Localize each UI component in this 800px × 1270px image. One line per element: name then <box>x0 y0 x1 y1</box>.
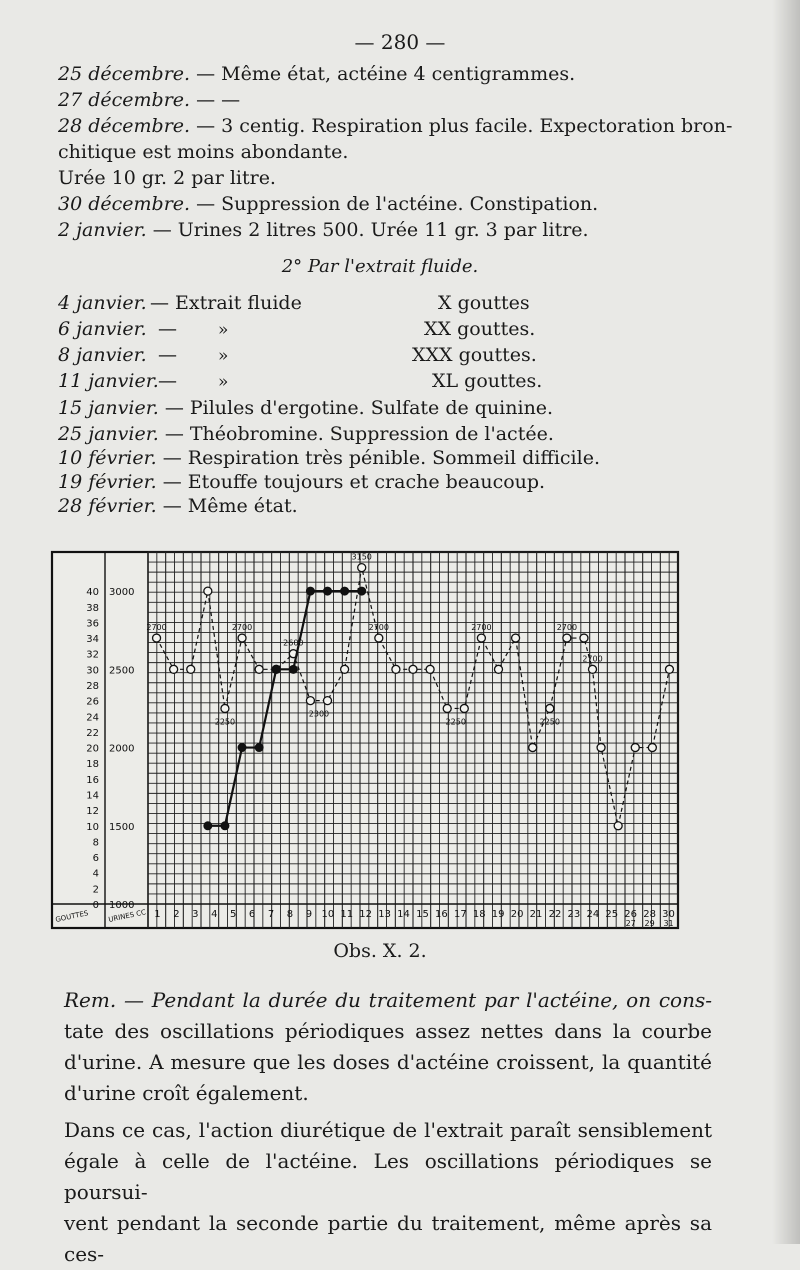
gouttes-tick-label: 22 <box>86 727 99 739</box>
urine-chart <box>0 540 800 940</box>
urines-point <box>238 634 246 642</box>
x-tick-label: 16 <box>435 909 448 920</box>
x-tick-label: 12 <box>359 909 373 920</box>
urines-point <box>580 634 588 642</box>
urines-point-label: 2300 <box>308 709 330 719</box>
page-number: — 280 — <box>354 30 446 54</box>
urines-point-label: 2250 <box>445 717 466 727</box>
x-tick-label: 8 <box>286 909 294 920</box>
x-tick-label: 20 <box>510 909 524 920</box>
x-tick-label: 19 <box>491 909 505 920</box>
urines-point <box>597 744 605 752</box>
urines-point <box>426 665 434 673</box>
x-tick-label: 3 <box>192 909 199 920</box>
section-title: 2° Par l'extrait fluide. <box>281 256 479 277</box>
gouttes-point <box>306 587 314 595</box>
dose-amount: XXX gouttes. <box>412 344 537 366</box>
paragraph-line: vent pendant la seconde partie du traitement, même après sa ces- <box>64 1211 712 1266</box>
gouttes-point <box>324 587 332 595</box>
paragraph-conclusion <box>64 1115 712 1270</box>
paragraph-line: égale à celle de l'actéine. Les oscillations périodiques se poursui- <box>64 1149 712 1204</box>
x-tick-label: 15 <box>416 909 429 920</box>
x-tick-label: 17 <box>453 909 467 920</box>
x-tick-label: 18 <box>472 909 486 920</box>
urines-point <box>187 665 195 673</box>
gouttes-tick-label: 0 <box>92 900 99 911</box>
urines-point-label: 2250 <box>214 717 236 727</box>
entry-line: 30 décembre. — Suppression de l'actéine. Constipation. <box>58 193 599 215</box>
x-tick-label: 5 <box>229 909 237 920</box>
urines-point <box>665 665 673 673</box>
entry-line: chitique est moins abondante. <box>58 141 349 163</box>
urines-point-label: 2250 <box>539 717 560 727</box>
urines-point <box>477 634 485 642</box>
gouttes-point <box>238 744 246 752</box>
dose-ditto: » <box>218 320 229 340</box>
x-tick-label: 26 <box>624 909 638 920</box>
urines-point <box>375 634 383 642</box>
entry-line: Urée 10 gr. 2 par litre. <box>58 167 276 189</box>
x-tick-label: 6 <box>248 909 256 920</box>
paragraph-remark-end: d'urine croît également. <box>64 1081 309 1105</box>
urines-point <box>204 587 212 595</box>
gouttes-tick-label: 18 <box>86 759 99 771</box>
urines-point <box>512 634 520 642</box>
dose-text: — <box>158 344 177 366</box>
gouttes-point <box>221 822 229 830</box>
x-tick-label: 4 <box>211 909 218 920</box>
urines-point <box>409 665 417 673</box>
x-tick-label: 13 <box>378 909 391 920</box>
gouttes-tick-label: 2 <box>92 884 99 896</box>
dose-ditto: » <box>218 372 229 392</box>
gouttes-tick-label: 4 <box>92 868 99 880</box>
gouttes-tick-label: 24 <box>86 712 99 724</box>
urines-point-label: 2700 <box>231 623 253 633</box>
urines-point <box>529 744 537 752</box>
urines-point <box>443 704 451 712</box>
urines-point <box>392 665 400 673</box>
urines-point-label: 2700 <box>146 623 167 633</box>
x-tick-label: 14 <box>397 909 410 920</box>
urines-point-label: 3150 <box>351 552 372 562</box>
corner-label-gouttes: GOUTTES <box>54 909 90 924</box>
x-tick-label: 28 <box>643 909 656 920</box>
dose-amount: X gouttes <box>438 292 530 314</box>
x-tick-label: 7 <box>267 909 275 920</box>
urines-tick-label: 3000 <box>109 587 135 599</box>
urines-point <box>589 665 597 673</box>
x-tick-label: 23 <box>567 909 581 920</box>
dose-date: 11 janvier. <box>58 370 159 392</box>
urines-tick-label: 2000 <box>109 743 135 755</box>
gouttes-point <box>289 665 297 673</box>
dose-date: 8 janvier. <box>58 344 147 366</box>
gouttes-tick-label: 32 <box>86 649 99 661</box>
paragraph-line: Rem. — Pendant la durée du traitement par l'actéine, on cons- <box>64 988 712 1012</box>
entry-line: 2 janvier. — Urines 2 litres 500. Urée 11 gr. 3 par litre. <box>58 219 589 241</box>
urines-point <box>341 665 349 673</box>
paragraph-line: d'urine. A mesure que les doses d'actéine croissent, la quantité <box>64 1050 712 1074</box>
urines-tick-label: 2500 <box>109 665 135 677</box>
gouttes-tick-label: 30 <box>86 665 99 677</box>
urines-point-label: 2700 <box>471 623 492 633</box>
chart-grid <box>52 552 678 928</box>
urines-point <box>546 704 554 712</box>
gouttes-tick-label: 26 <box>86 696 99 708</box>
event-line: 25 janvier. — Théobromine. Suppression de l'actée. <box>58 423 554 445</box>
dose-amount: XL gouttes. <box>432 370 543 392</box>
gouttes-tick-label: 38 <box>86 602 99 614</box>
dose-text: — <box>158 370 177 392</box>
x-tick-label: 24 <box>586 909 600 920</box>
event-line: 28 février. — Même état. <box>58 495 298 517</box>
dose-date: 4 janvier. <box>58 292 147 314</box>
gouttes-tick-label: 20 <box>86 743 99 755</box>
gouttes-point <box>204 822 212 830</box>
urines-point <box>221 704 229 712</box>
urines-point-label: 2600 <box>283 638 304 648</box>
dose-ditto: » <box>218 346 229 366</box>
x-tick-label: 2 <box>173 909 180 920</box>
urines-point-label: 2700 <box>368 623 389 633</box>
urines-point <box>306 697 314 705</box>
x-tick-sublabel: 27 <box>625 919 636 928</box>
gouttes-tick-label: 10 <box>86 821 99 833</box>
x-tick-label: 30 <box>662 909 675 920</box>
paragraph-line: Dans ce cas, l'action diurétique de l'extrait paraît sensiblement <box>64 1118 712 1142</box>
entry-line: 28 décembre. — 3 centig. Respiration plus facile. Expectoration bron- <box>58 115 733 137</box>
gouttes-tick-label: 8 <box>92 837 99 849</box>
urines-point <box>255 665 263 673</box>
urines-point <box>631 744 639 752</box>
urines-point <box>494 665 502 673</box>
urines-point-label: 2700 <box>582 654 603 664</box>
event-line: 15 janvier. — Pilules d'ergotine. Sulfate de quinine. <box>58 397 554 419</box>
gouttes-tick-label: 28 <box>86 680 99 692</box>
gouttes-tick-label: 40 <box>86 587 99 599</box>
urines-point <box>324 697 332 705</box>
entry-line: 27 décembre. — — <box>58 89 241 111</box>
corner-label-urines: URINES CC <box>107 908 147 924</box>
urines-tick-label: 1500 <box>109 821 135 833</box>
urines-point <box>563 634 571 642</box>
event-line: 10 février. — Respiration très pénible. Sommeil difficile. <box>58 447 600 469</box>
x-tick-label: 21 <box>529 909 543 920</box>
dose-text: — <box>158 318 177 340</box>
paragraph-remark <box>64 985 712 1078</box>
x-tick-label: 1 <box>154 909 161 920</box>
figure-caption: Obs. X. 2. <box>333 940 427 962</box>
x-tick-label: 9 <box>305 909 313 920</box>
x-tick-label: 10 <box>321 909 335 920</box>
urines-point <box>358 564 366 572</box>
gouttes-tick-label: 12 <box>86 806 99 818</box>
event-line: 19 février. — Etouffe toujours et crache beaucoup. <box>58 471 546 493</box>
gouttes-point <box>341 587 349 595</box>
urines-point <box>170 665 178 673</box>
gouttes-tick-label: 34 <box>86 634 99 646</box>
x-tick-label: 25 <box>605 909 619 920</box>
urines-point <box>648 744 656 752</box>
paragraph-line: tate des oscillations périodiques assez nettes dans la courbe <box>64 1019 712 1043</box>
x-tick-sublabel: 31 <box>663 919 674 928</box>
dose-amount: XX gouttes. <box>424 318 536 340</box>
gouttes-tick-label: 14 <box>86 790 99 802</box>
gouttes-point <box>272 665 280 673</box>
gouttes-tick-label: 36 <box>86 618 99 630</box>
urines-point <box>614 822 622 830</box>
x-tick-label: 11 <box>340 909 354 920</box>
x-tick-sublabel: 29 <box>644 919 655 928</box>
gouttes-tick-label: 16 <box>86 774 99 786</box>
dose-date: 6 janvier. <box>58 318 147 340</box>
chart-frame <box>52 552 678 928</box>
gouttes-point <box>255 744 263 752</box>
urines-tick-label: 1000 <box>109 900 135 911</box>
gouttes-tick-label: 6 <box>92 853 99 865</box>
x-tick-label: 22 <box>548 909 562 920</box>
urines-point-label: 2700 <box>556 623 578 633</box>
urines-point <box>153 634 161 642</box>
dose-text: — Extrait fluide <box>150 292 302 314</box>
entry-line: 25 décembre. — Même état, actéine 4 centigrammes. <box>58 63 576 85</box>
urines-point <box>460 704 468 712</box>
gouttes-point <box>358 587 366 595</box>
